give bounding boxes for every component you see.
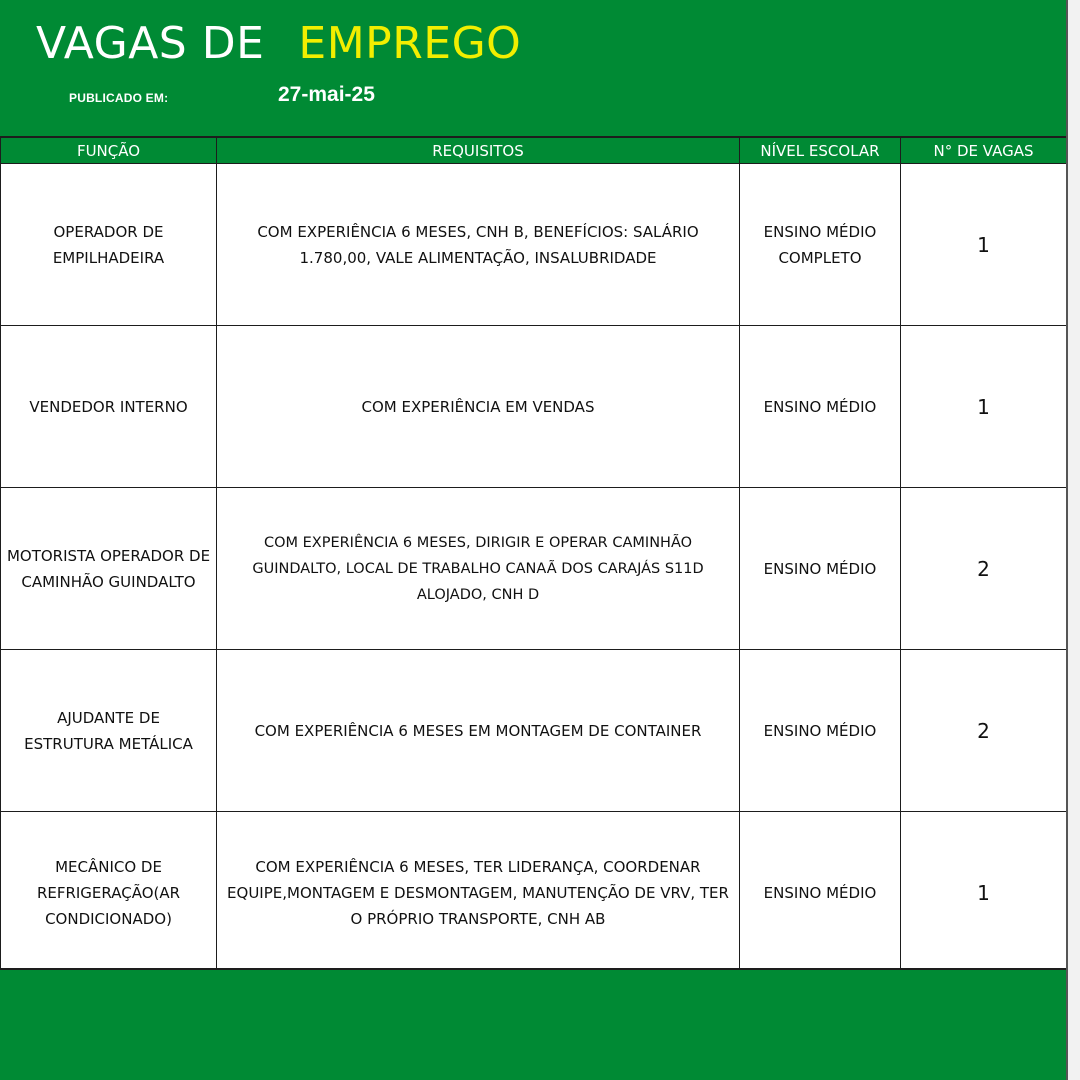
cell-requisitos: COM EXPERIÊNCIA 6 MESES, TER LIDERANÇA, COORDENAR EQUIPE,MONTAGEM E DESMONTAGEM, MANUTENÇÃO DE VRV, TER O PRÓPRIO TRANSPORTE, CNH AB — [217, 812, 740, 974]
published-date: 27-mai-25 — [278, 83, 375, 106]
header-banner — [0, 0, 1066, 138]
page-margin-strip — [1068, 0, 1080, 1080]
cell-funcao: OPERADOR DE EMPILHADEIRA — [1, 164, 217, 326]
cell-nivel-escolar: ENSINO MÉDIO — [740, 812, 901, 974]
footer-banner — [0, 968, 1066, 1080]
cell-nivel-escolar: ENSINO MÉDIO — [740, 488, 901, 650]
column-header-numero-vagas: N° DE VAGAS — [901, 138, 1067, 164]
cell-nivel-escolar: ENSINO MÉDIO — [740, 650, 901, 812]
cell-vagas: 1 — [901, 326, 1067, 488]
title-vagas-de: VAGAS DE — [36, 18, 265, 69]
table-row — [1, 812, 1067, 974]
cell-vagas: 1 — [901, 812, 1067, 974]
cell-requisitos: COM EXPERIÊNCIA 6 MESES EM MONTAGEM DE CONTAINER — [217, 650, 740, 812]
page-title — [36, 14, 521, 74]
table-row — [1, 488, 1067, 650]
title-emprego: EMPREGO — [298, 18, 522, 69]
column-header-funcao: FUNÇÃO — [1, 138, 217, 164]
cell-funcao: VENDEDOR INTERNO — [1, 326, 217, 488]
published-label: PUBLICADO EM: — [69, 91, 169, 105]
table-row — [1, 650, 1067, 812]
table-row — [1, 326, 1067, 488]
jobs-table — [0, 138, 1067, 974]
cell-vagas: 2 — [901, 650, 1067, 812]
cell-requisitos: COM EXPERIÊNCIA EM VENDAS — [217, 326, 740, 488]
cell-vagas: 1 — [901, 164, 1067, 326]
cell-funcao: MOTORISTA OPERADOR DE CAMINHÃO GUINDALTO — [1, 488, 217, 650]
cell-funcao: AJUDANTE DE ESTRUTURA METÁLICA — [1, 650, 217, 812]
cell-requisitos: COM EXPERIÊNCIA 6 MESES, DIRIGIR E OPERAR CAMINHÃO GUINDALTO, LOCAL DE TRABALHO CANAÃ DOS CARAJÁS S11D ALOJADO, CNH D — [217, 488, 740, 650]
cell-nivel-escolar: ENSINO MÉDIO — [740, 326, 901, 488]
table-header-row — [1, 138, 1067, 164]
cell-nivel-escolar: ENSINO MÉDIO COMPLETO — [740, 164, 901, 326]
column-header-nivel-escolar: NÍVEL ESCOLAR — [740, 138, 901, 164]
cell-funcao: MECÂNICO DE REFRIGERAÇÃO(AR CONDICIONADO) — [1, 812, 217, 974]
cell-vagas: 2 — [901, 488, 1067, 650]
table-row — [1, 164, 1067, 326]
cell-requisitos: COM EXPERIÊNCIA 6 MESES, CNH B, BENEFÍCIOS: SALÁRIO 1.780,00, VALE ALIMENTAÇÃO, INSALUBRIDADE — [217, 164, 740, 326]
column-header-requisitos: REQUISITOS — [217, 138, 740, 164]
